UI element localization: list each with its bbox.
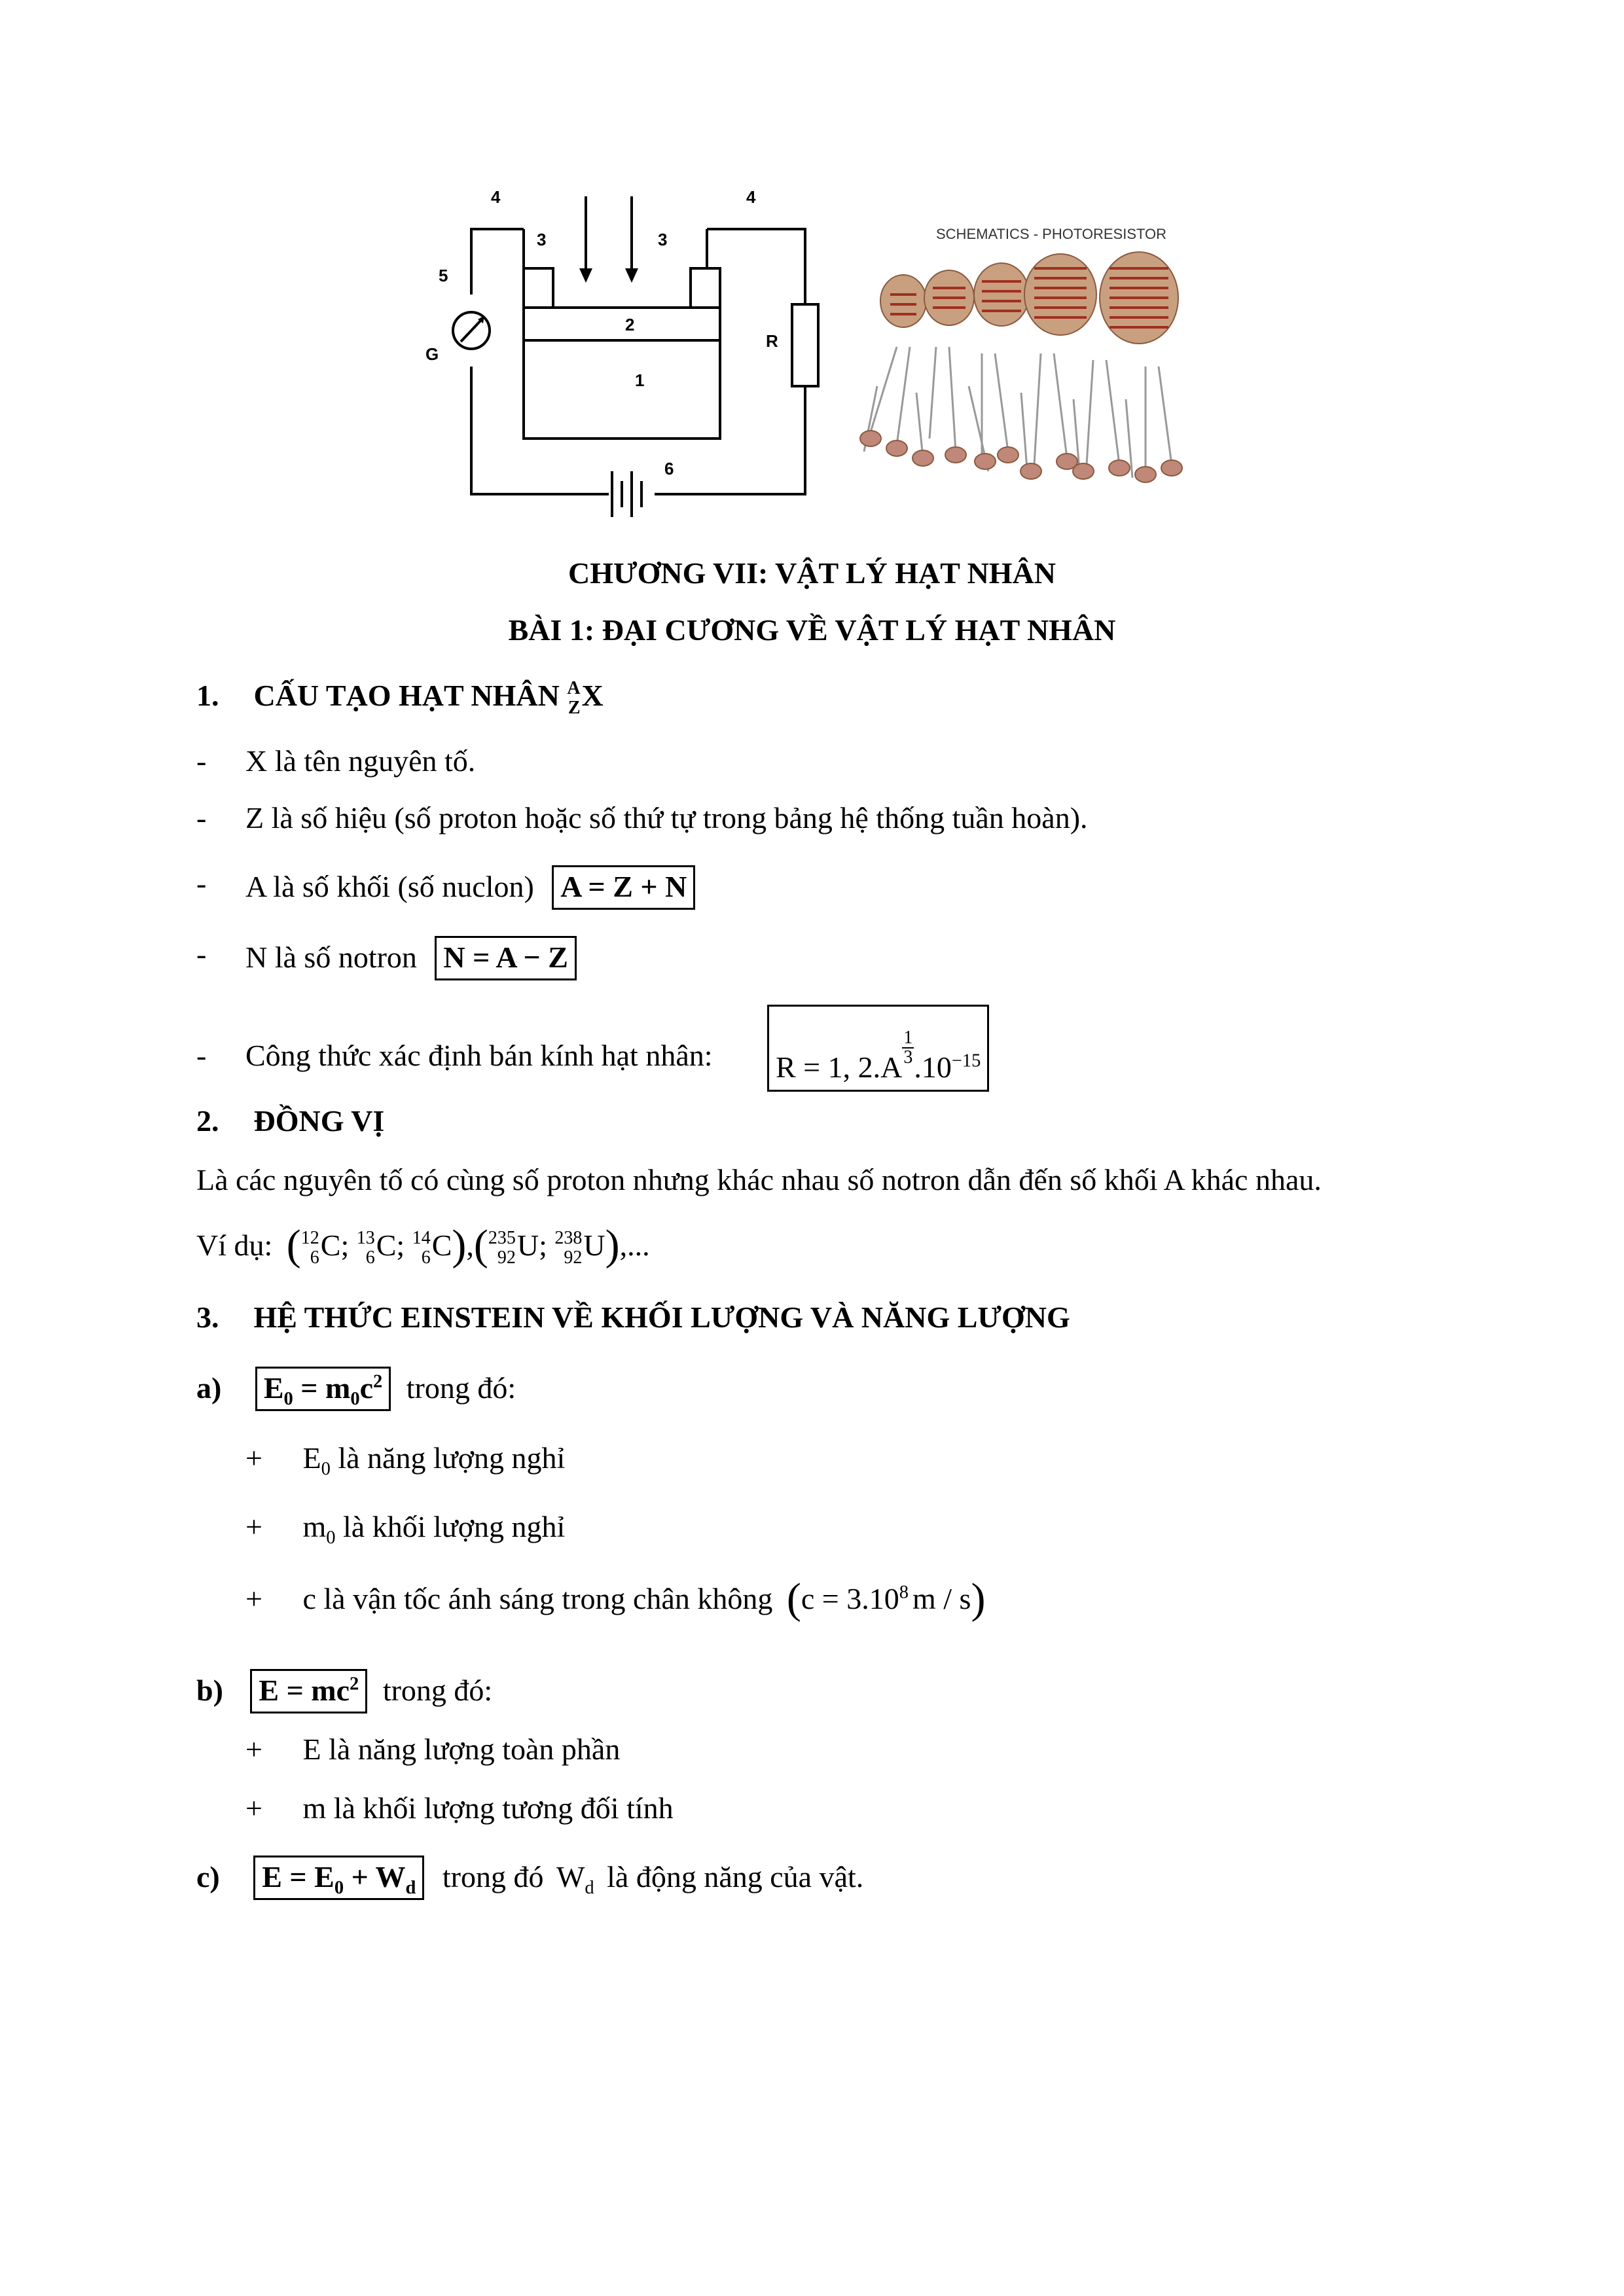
light-speed-unit: m / s [912,1582,971,1615]
lesson-title: BÀI 1: ĐẠI CƯƠNG VỀ VẬT LÝ HẠT NHÂN [508,613,1116,647]
radius-exp-num: 1 [903,1028,913,1048]
section-2-text: Là các nguyên tố có cùng số proton nhưng khác nhau số notron dẫn đến số khối A khác nhau. [196,1163,1322,1196]
iso-c13-a: 13 [356,1228,375,1249]
item-b [196,1669,492,1713]
section-2-number: 2. [196,1104,219,1138]
a-sub-2-text: là khối lượng nghỉ [343,1510,566,1543]
iso-c13-symbol: C [376,1229,397,1262]
iso-c12-z: 6 [310,1247,319,1268]
bullet-plus: + [245,1582,262,1615]
example-label: Ví dụ: [196,1229,273,1262]
label-resistor: R [766,331,778,351]
section-1-title: CẤU TẠO HẠT NHÂN [253,679,560,712]
bullet-dash: - [196,744,207,778]
b-sub-2 [245,1790,674,1827]
b-sub-2-text: m là khối lượng tương đối tính [302,1791,674,1825]
s1-item-2-text: Z là số hiệu (số proton hoặc số thứ tự trong bảng hệ thống tuần hoàn). [245,801,1088,834]
iso-c12-symbol: C [320,1229,341,1262]
kinetic-energy-symbol: W [556,1860,585,1893]
label-wire-g: 5 [439,266,448,285]
s1-item-5-text: Công thức xác định bán kính hạt nhân: [245,1039,713,1072]
a-sub-1-sym: E [302,1441,321,1475]
iso-c12-a: 12 [300,1228,319,1249]
s1-item-5 [196,1037,713,1074]
iso-c14-z: 6 [421,1247,431,1268]
photo-caption: SCHEMATICS - PHOTORESISTOR [936,226,1167,242]
sep: ; [340,1229,350,1262]
label-wire-left: 4 [491,187,501,207]
bullet-dash: - [196,867,207,900]
label-wire-right: 4 [746,187,756,207]
section-1-heading [196,677,604,718]
b-sub-1-text: E là năng lượng toàn phần [302,1732,621,1766]
chapter-title: CHƯƠNG VII: VẬT LÝ HẠT NHÂN [568,556,1056,590]
section-3-number: 3. [196,1300,219,1334]
item-c-text: là động năng của vật. [607,1860,864,1893]
nucleus-notation [567,679,580,718]
s1-item-1-text: X là tên nguyên tố. [245,744,476,778]
iso-u238-z: 92 [564,1247,583,1268]
s1-item-4 [196,936,568,974]
formula-rest-energy: $E_0 = m_0c^2$ [255,1367,391,1411]
isotope-example: Ví dụ: ( 12 6 C; 13 6 C; 14 6 C),( 235 92 U; 238 92 U),... [196,1221,650,1269]
item-c-label: c) [196,1860,220,1893]
label-galvanometer: G [425,344,439,364]
iso-u235-symbol: U [516,1229,539,1262]
iso-u238-symbol: U [583,1229,605,1262]
light-speed-exp: 8 [899,1582,909,1603]
a-sub-2-sub: 0 [326,1528,336,1549]
sep: ; [396,1229,405,1262]
light-speed-value: c = 3.10 [801,1582,899,1615]
bullet-dash: - [196,1039,207,1072]
label-electrode-left: 3 [537,230,547,249]
s1-item-2 [196,800,1088,836]
nucleus-mass-number: A [567,678,581,699]
a-sub-2 [245,1509,566,1549]
bullet-dash: - [196,937,207,971]
a-sub-1-text: là năng lượng nghỉ [338,1441,566,1475]
a-sub-3: + c là vận tốc ánh sáng trong chân không ($c = 3.10^8$ m / s) [245,1575,986,1623]
item-b-trong-do: trong đó: [382,1674,493,1707]
item-b-label: b) [196,1674,223,1707]
label-layer-bottom: 1 [635,370,645,390]
a-sub-2-sym: m [302,1510,327,1543]
item-a-label: a) [196,1371,222,1405]
radius-exp-den: 3 [903,1047,913,1067]
bullet-dash: - [196,801,207,834]
radius-tail: .10 [914,1050,952,1084]
item-c-trong-do: trong đó [442,1860,544,1893]
bullet-plus: + [245,1791,262,1825]
radius-main: R = 1, 2.A [776,1050,903,1084]
formula-energy-sum: $E = E_0 + W_d$ [253,1856,424,1900]
a-sub-1-sub: 0 [321,1459,331,1480]
nucleus-atomic-number: Z [568,698,581,719]
photoresistor-photo [857,216,1211,504]
bullet-plus: + [245,1510,262,1543]
iso-c13-z: 6 [365,1247,375,1268]
b-sub-1 [245,1731,620,1768]
tail: ,... [619,1229,650,1262]
s1-item-3-text: A là số khối (số nuclon) [245,870,534,903]
item-a-trong-do: trong đó: [406,1371,516,1405]
iso-c14-symbol: C [431,1229,452,1262]
formula-mass-number: A = Z + N [552,865,695,910]
sep: ; [539,1229,547,1262]
formula-total-energy: $E = mc^2$ [250,1669,367,1713]
a-sub-3-text: c là vận tốc ánh sáng trong chân không [302,1582,773,1615]
s1-item-3 [196,865,687,903]
section-1-number: 1. [196,679,219,712]
item-c [196,1856,863,1900]
radius-exponent [902,1029,914,1067]
radius-tail-exp: −15 [951,1050,981,1071]
nucleus-symbol: X [581,679,604,712]
formula-nuclear-radius [767,1005,989,1092]
label-electrode-right: 3 [658,230,668,249]
s1-item-4-text: N là số notron [245,941,417,974]
a-sub-1 [245,1440,566,1480]
bullet-plus: + [245,1732,262,1766]
iso-u235-z: 92 [497,1247,516,1268]
label-battery: 6 [664,459,674,478]
item-a [196,1367,516,1411]
bullet-plus: + [245,1441,262,1475]
label-layer-top: 2 [625,315,635,334]
section-2-title: ĐỒNG VỊ [253,1104,385,1138]
formula-neutron-number: N = A − Z [435,936,576,980]
kinetic-energy-sub: d [585,1878,594,1899]
section-2-heading [196,1103,384,1139]
photoresistor-circuit-diagram [419,177,844,543]
section-3-heading [196,1299,1070,1336]
section-3-title: HỆ THỨC EINSTEIN VỀ KHỐI LƯỢNG VÀ NĂNG LƯỢNG [253,1300,1070,1334]
iso-u235-a: 235 [488,1228,516,1249]
iso-u238-a: 238 [554,1228,583,1249]
comma: , [466,1229,474,1262]
s1-item-1 [196,743,476,780]
iso-c14-a: 14 [412,1228,431,1249]
